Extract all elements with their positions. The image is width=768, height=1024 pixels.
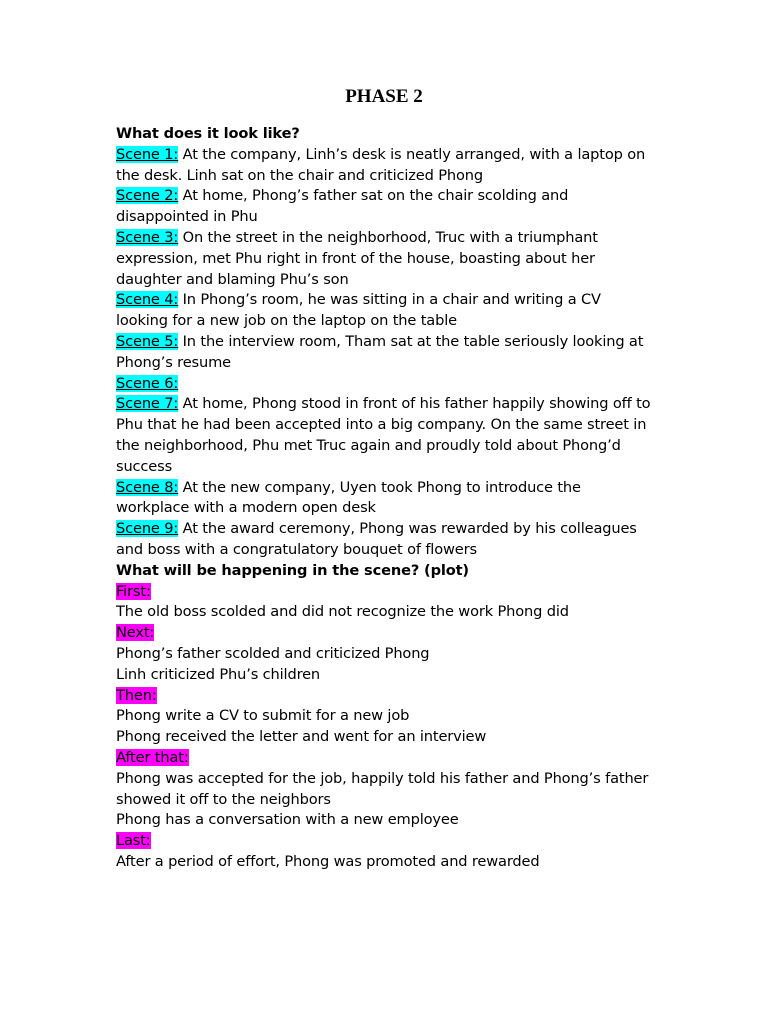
scene-label: Scene 4:	[116, 291, 179, 309]
scene-label: Scene 6:	[116, 374, 179, 392]
look-heading: What does it look like?	[116, 125, 300, 142]
scene-label: Scene 9:	[116, 520, 179, 538]
plot-label-next: Next:	[116, 624, 155, 642]
scene-4	[116, 290, 656, 332]
plot-label-then: Then:	[116, 686, 157, 704]
document-body	[116, 124, 656, 873]
plot-label-after: After that:	[116, 748, 189, 766]
plot-first-label-line	[116, 582, 656, 603]
plot-line: Phong’s father scolded and criticized Phong	[116, 644, 430, 662]
scene-6	[116, 374, 656, 395]
scene-label: Scene 2:	[116, 187, 179, 205]
scene-text: At home, Phong’s father sat on the chair scolding and disappointed in Phu	[116, 187, 569, 226]
plot-line: Phong received the letter and went for an interview	[116, 728, 487, 746]
plot-label-last: Last:	[116, 832, 151, 850]
scene-label: Scene 3:	[116, 228, 179, 246]
plot-line: Phong has a conversation with a new employee	[116, 811, 459, 829]
scene-label: Scene 5:	[116, 332, 179, 350]
plot-line: After a period of effort, Phong was promoted and rewarded	[116, 852, 540, 870]
plot-next-label-line	[116, 623, 656, 644]
scene-1	[116, 145, 656, 187]
plot-line: Linh criticized Phu’s children	[116, 665, 321, 683]
scene-text: At home, Phong stood in front of his father happily showing off to Phu that he had been accepted into a big company. On the same street in the neighborhood, Phu met Truc again and proudly told about Phong’d success	[116, 395, 651, 475]
scene-label: Scene 1:	[116, 145, 179, 163]
scene-2	[116, 186, 656, 228]
scene-9	[116, 519, 656, 561]
scene-text: At the new company, Uyen took Phong to introduce the workplace with a modern open desk	[116, 478, 581, 517]
scene-text: In the interview room, Tham sat at the table seriously looking at Phong’s resume	[116, 332, 644, 371]
scene-7	[116, 394, 656, 477]
plot-then-label-line	[116, 686, 656, 707]
plot-line: The old boss scolded and did not recognize the work Phong did	[116, 603, 569, 621]
plot-line: Phong was accepted for the job, happily told his father and Phong’s father showed it off to the neighbors	[116, 769, 649, 808]
scene-text: In Phong’s room, he was sitting in a chair and writing a CV looking for a new job on the laptop on the table	[116, 291, 601, 330]
scene-text: At the award ceremony, Phong was rewarded by his colleagues and boss with a congratulatory bouquet of flowers	[116, 520, 637, 558]
plot-label-first: First:	[116, 582, 151, 600]
scene-label: Scene 8:	[116, 478, 179, 496]
plot-line: Phong write a CV to submit for a new job	[116, 707, 410, 725]
scene-8	[116, 478, 656, 520]
scene-text: On the street in the neighborhood, Truc with a triumphant expression, met Phu right in front of the house, boasting about her daughter and blaming Phu’s son	[116, 228, 598, 288]
scene-text: At the company, Linh’s desk is neatly arranged, with a laptop on the desk. Linh sat on the chair and criticized Phong	[116, 145, 646, 184]
scene-5	[116, 332, 656, 374]
scene-label: Scene 7:	[116, 395, 179, 413]
plot-after-label-line	[116, 748, 656, 769]
page-title: PHASE 2	[345, 86, 423, 107]
scene-3	[116, 228, 656, 290]
plot-last-label-line	[116, 831, 656, 852]
plot-heading: What will be happening in the scene? (plot)	[116, 561, 469, 579]
